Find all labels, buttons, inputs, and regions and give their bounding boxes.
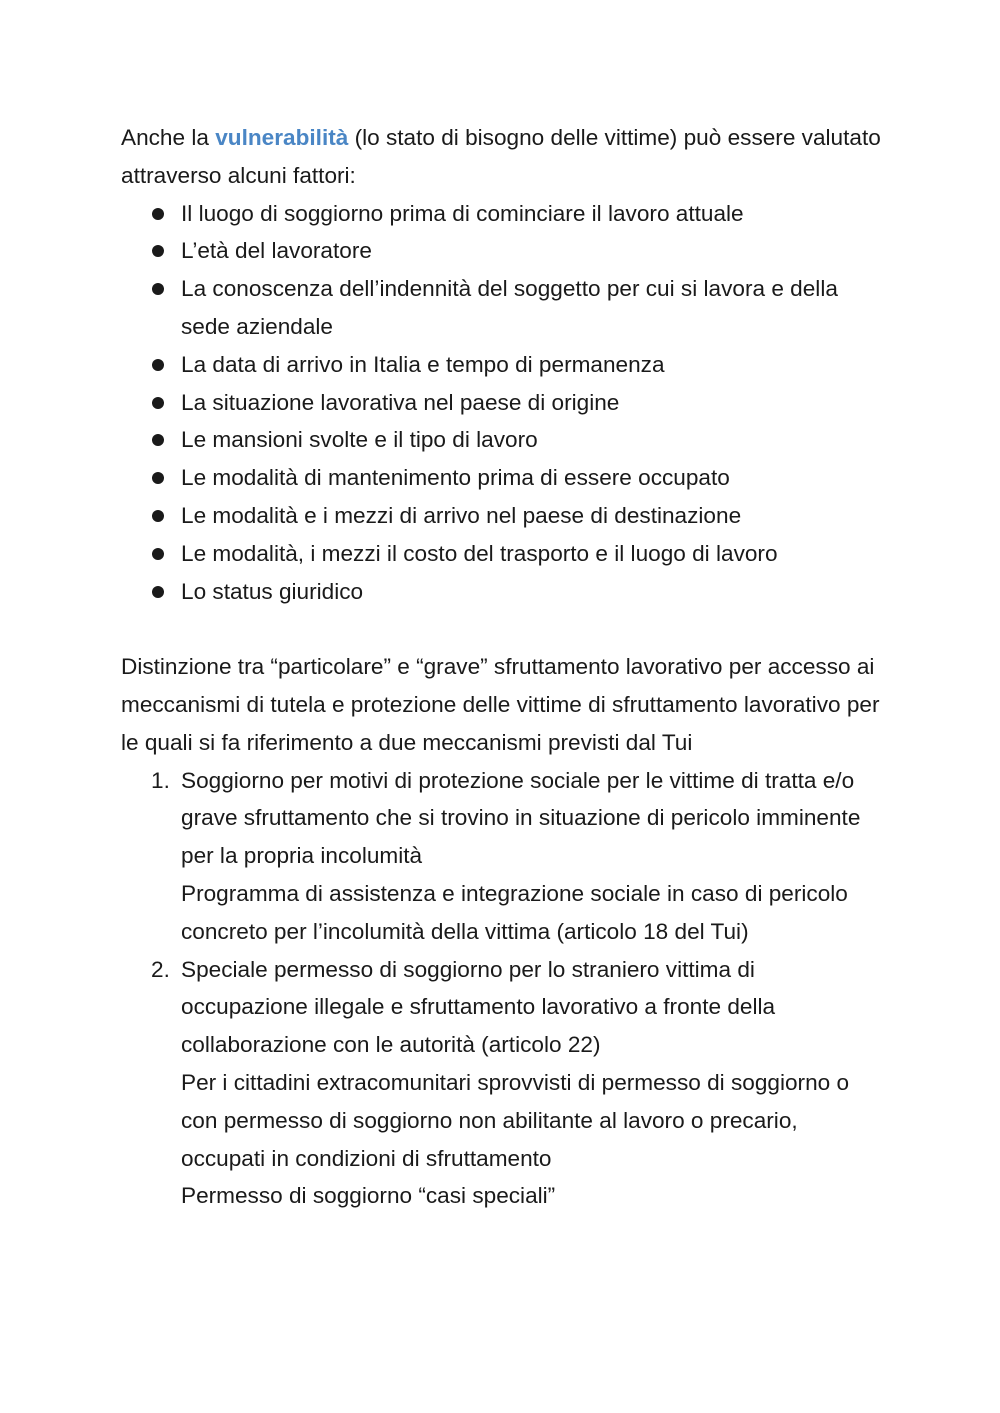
list-item-mechanism-2 — [151, 951, 881, 1216]
list-item: Il luogo di soggiorno prima di cominciare il lavoro attuale — [181, 195, 881, 233]
bullet-icon — [152, 472, 164, 484]
list-item: L’età del lavoratore — [181, 232, 881, 270]
list-item: Le mansioni svolte e il tipo di lavoro — [181, 421, 881, 459]
list-item: La data di arrivo in Italia e tempo di permanenza — [181, 346, 881, 384]
intro-text-after: (lo stato di bisogno delle vittime) può essere valutato attraverso alcuni fattori: — [121, 125, 881, 188]
mechanism-main: Speciale permesso di soggiorno per lo straniero vittima di occupazione illegale e sfruttamento lavorativo a fronte della collaborazione con le autorità (articolo 22) — [181, 956, 776, 1058]
list-number: 1. — [151, 767, 170, 793]
list-item: La conoscenza dell’indennità del soggetto per cui si lavora e della sede aziendale — [181, 270, 881, 346]
mechanism-detail: Per i cittadini extracomunitari sprovvisti di permesso di soggiorno o con permesso di soggiorno non abilitante al lavoro o precario, occupati in condizioni di sfruttamento — [181, 1069, 850, 1171]
mechanism-main: Soggiorno per motivi di protezione sociale per le vittime di tratta e/o grave sfruttamento che si trovino in situazione di pericolo imminente per la propria incolumità — [181, 767, 861, 869]
list-item-mechanism-1 — [151, 762, 881, 951]
bullet-icon — [152, 245, 164, 257]
bullet-icon — [152, 434, 164, 446]
bullet-icon — [152, 397, 164, 409]
list-item: Le modalità di mantenimento prima di essere occupato — [181, 459, 881, 497]
distinction-paragraph: Distinzione tra “particolare” e “grave” sfruttamento lavorativo per accesso ai meccanismi di tutela e protezione delle vittime di sfruttamento lavorativo per le quali si fa riferimento a due meccanismi previsti dal Tui — [121, 654, 880, 755]
list-number: 2. — [151, 956, 170, 982]
paragraph-gap — [121, 610, 881, 648]
bullet-icon — [152, 510, 164, 522]
document-page — [121, 119, 881, 1215]
intro-text-before: Anche la — [121, 125, 216, 150]
mechanism-extra: Permesso di soggiorno “casi speciali” — [181, 1183, 556, 1209]
keyword-vulnerabilita: vulnerabilità — [215, 125, 349, 150]
list-item: La situazione lavorativa nel paese di origine — [181, 384, 881, 422]
bullet-icon — [152, 208, 164, 220]
list-item: Le modalità, i mezzi il costo del trasporto e il luogo di lavoro — [181, 535, 881, 573]
list-item: Le modalità e i mezzi di arrivo nel paese di destinazione — [181, 497, 881, 535]
mechanism-detail: Programma di assistenza e integrazione sociale in caso di pericolo concreto per l’incolumità della vittima (articolo 18 del Tui) — [181, 880, 848, 944]
factors-list — [121, 195, 881, 611]
list-item: Lo status giuridico — [181, 573, 881, 611]
intro-paragraph — [121, 119, 881, 195]
bullet-icon — [152, 548, 164, 560]
bullet-icon — [152, 283, 164, 295]
bullet-icon — [152, 359, 164, 371]
mechanisms-list — [121, 762, 881, 1216]
bullet-icon — [152, 586, 164, 598]
